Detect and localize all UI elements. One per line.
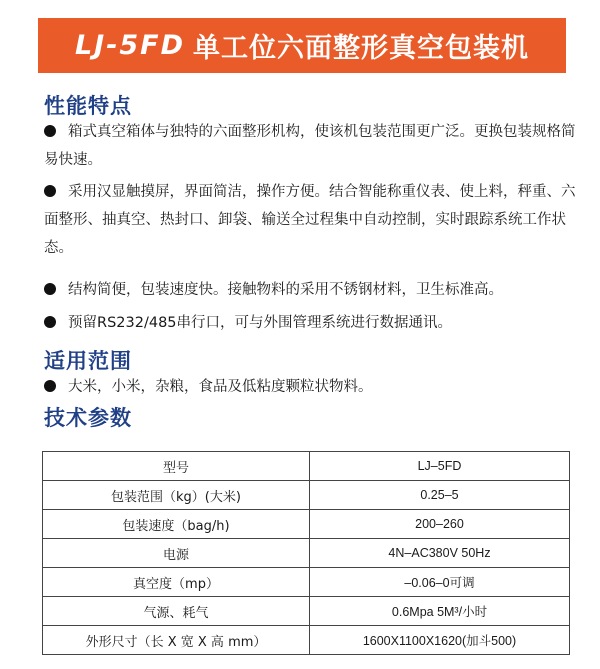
bullet-icon (44, 185, 56, 197)
spec-label: 外形尺寸（长 X 宽 X 高 mm） (43, 626, 310, 655)
spec-value: 200–260 (310, 510, 570, 539)
features-heading: 性能特点 (44, 94, 132, 118)
scope-heading: 适用范围 (44, 349, 132, 373)
spec-value: LJ–5FD (310, 452, 570, 481)
feature-text-2: 采用汉显触摸屏，界面简洁，操作方便。结合智能称重仪表、使上料，秤重、六面整形、抽真空、热封口、卸袋、输送全过程集中自动控制，实时跟踪系统工作状态。 (44, 184, 576, 256)
table-row (43, 510, 570, 539)
scope-text-1: 大米，小米，杂粮，食品及低粘度颗粒状物料。 (68, 379, 373, 395)
table-row (43, 568, 570, 597)
model-code: LJ-5FD (74, 30, 186, 61)
feature-item-4 (44, 309, 584, 337)
table-row (43, 626, 570, 655)
spec-label: 包装范围（kg）(大米) (43, 481, 310, 510)
bullet-icon (44, 283, 56, 295)
table-row (43, 481, 570, 510)
spec-value: 4N–AC380V 50Hz (310, 539, 570, 568)
feature-text-4: 预留RS232/485串行口，可与外围管理系统进行数据通讯。 (68, 315, 453, 331)
banner-title: 单工位六面整形真空包装机 (193, 33, 530, 64)
spec-label: 电源 (43, 539, 310, 568)
bullet-icon (44, 125, 56, 137)
spec-label: 气源、耗气 (43, 597, 310, 626)
spec-value: 0.6Mpa 5M³/小时 (310, 597, 570, 626)
feature-item-3 (44, 276, 584, 304)
bullet-icon (44, 316, 56, 328)
spec-label: 包装速度（bag/h) (43, 510, 310, 539)
spec-table (42, 451, 570, 655)
scope-item-1 (44, 373, 584, 401)
feature-text-1: 箱式真空箱体与独特的六面整形机构，使该机包装范围更广泛。更换包装规格简易快速。 (44, 124, 576, 168)
specs-heading: 技术参数 (44, 406, 132, 430)
spec-value: –0.06–0可调 (310, 568, 570, 597)
feature-item-1 (44, 118, 584, 174)
spec-value: 0.25–5 (310, 481, 570, 510)
title-banner (38, 18, 566, 73)
spec-label: 型号 (43, 452, 310, 481)
spec-value: 1600X1100X1620(加斗500) (310, 626, 570, 655)
table-row (43, 597, 570, 626)
table-row (43, 539, 570, 568)
bullet-icon (44, 380, 56, 392)
feature-text-3: 结构简便，包装速度快。接触物料的采用不锈钢材料，卫生标准高。 (68, 282, 503, 298)
spec-label: 真空度（mp） (43, 568, 310, 597)
table-row (43, 452, 570, 481)
feature-item-2 (44, 178, 584, 262)
